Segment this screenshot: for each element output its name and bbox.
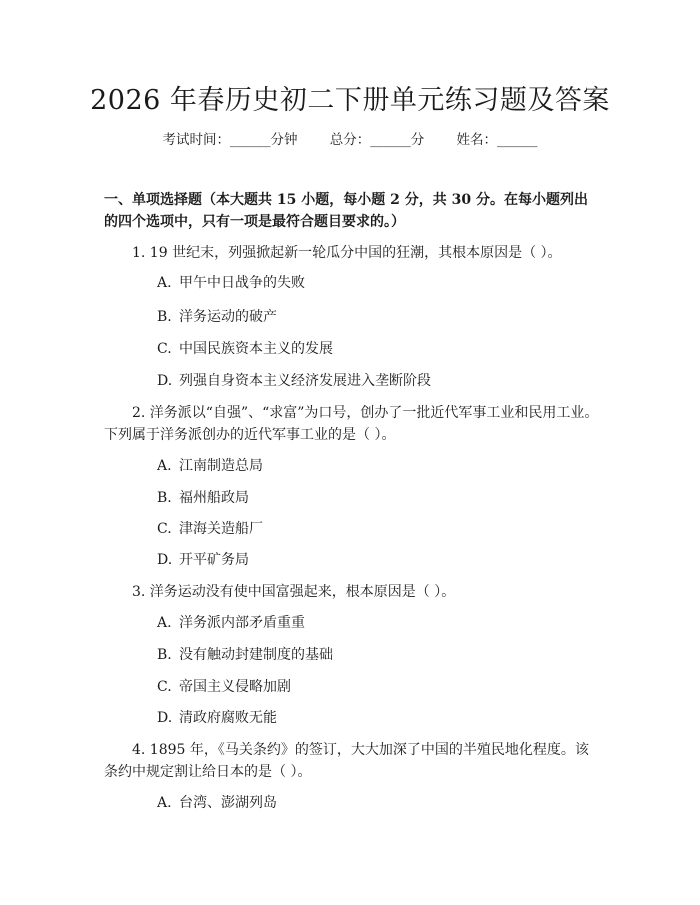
option-letter: D.	[157, 710, 173, 726]
section-heading: 一、单项选择题（本大题共 15 小题，每小题 2 分，共 30 分。在每小题列出的四个选项中，只有一项是最符合题目要求的。）	[104, 192, 588, 230]
question-2-option-c	[157, 519, 263, 539]
question-1-option-a	[157, 273, 305, 293]
question-3-option-a	[157, 613, 305, 633]
question-3-option-d	[157, 708, 277, 728]
student-name-field: 姓名：______	[456, 132, 538, 148]
option-text: 列强自身资本主义经济发展进入垄断阶段	[179, 373, 431, 389]
option-letter: B.	[157, 309, 172, 325]
option-text: 中国民族资本主义的发展	[179, 341, 333, 357]
question-4-stem: 4. 1895 年，《马关条约》的签订，大大加深了中国的半殖民地化程度。该条约中规定割让给日本的是（ ）。	[104, 742, 589, 780]
option-text: 没有触动封建制度的基础	[179, 647, 333, 663]
exam-time-field: 考试时间：______分钟	[162, 132, 298, 148]
page-title: 2026 年春历史初二下册单元练习题及答案	[90, 85, 610, 116]
total-score-field: 总分：______分	[329, 132, 425, 148]
option-letter: C.	[157, 341, 172, 357]
question-1-stem: 1. 19 世纪末，列强掀起新一轮瓜分中国的狂潮，其根本原因是（ ）。	[132, 245, 562, 261]
question-3-option-c	[157, 677, 291, 697]
option-text: 洋务运动的破产	[179, 309, 277, 325]
exam-meta-line	[0, 130, 700, 150]
question-4-option-a	[157, 793, 277, 813]
question-2-option-b	[157, 488, 249, 508]
option-text: 帝国主义侵略加剧	[179, 679, 291, 695]
option-letter: A.	[157, 458, 172, 474]
option-letter: A.	[157, 795, 172, 811]
option-text: 开平矿务局	[179, 552, 249, 568]
option-letter: B.	[157, 647, 172, 663]
option-letter: D.	[157, 373, 173, 389]
question-2-option-a	[157, 456, 263, 476]
option-letter: C.	[157, 521, 172, 537]
option-letter: A.	[157, 275, 172, 291]
question-2-stem: 2. 洋务派以“自强”、“求富”为口号，创办了一批近代军事工业和民用工业。下列属于洋务派创办的近代军事工业的是（ ）。	[104, 405, 599, 443]
question-1-option-b	[157, 307, 277, 327]
option-text: 江南制造总局	[179, 458, 263, 474]
option-text: 台湾、澎湖列岛	[179, 795, 277, 811]
question-3-stem: 3. 洋务运动没有使中国富强起来，根本原因是（ ）。	[132, 584, 456, 600]
option-text: 洋务派内部矛盾重重	[179, 615, 305, 631]
option-letter: D.	[157, 552, 173, 568]
option-letter: C.	[157, 679, 172, 695]
question-2-option-d	[157, 550, 249, 570]
option-letter: B.	[157, 490, 172, 506]
question-3-option-b	[157, 645, 333, 665]
question-1-option-d	[157, 371, 431, 391]
option-text: 津海关造船厂	[179, 521, 263, 537]
option-text: 清政府腐败无能	[179, 710, 277, 726]
option-text: 甲午中日战争的失败	[179, 275, 305, 291]
option-text: 福州船政局	[179, 490, 249, 506]
option-letter: A.	[157, 615, 172, 631]
question-1-option-c	[157, 339, 333, 359]
